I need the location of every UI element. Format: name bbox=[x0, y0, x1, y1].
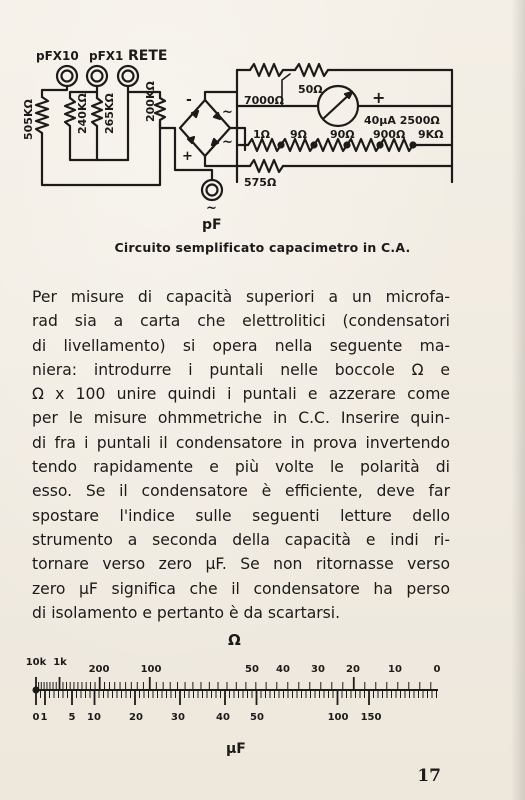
uf-scale-label: 20 bbox=[129, 712, 143, 723]
resistor-265k bbox=[92, 98, 102, 126]
ohm-scale-label: 0 bbox=[433, 664, 441, 675]
scale-end-cap bbox=[33, 687, 39, 693]
circuit-diagram bbox=[0, 0, 525, 235]
paragraph-line: spostare l'indice sulle seguenti letture dello bbox=[32, 506, 450, 525]
uf-scale-labels bbox=[33, 712, 382, 723]
label-240k: 240KΩ bbox=[76, 93, 89, 134]
bridge-plus-sign: + bbox=[182, 149, 193, 164]
ohm-scale-label: 100 bbox=[140, 664, 162, 675]
paragraph-line: zero μF significa che il condensatore ha perso bbox=[32, 579, 450, 598]
paragraph-line: rad sia a carta che elettrolitici (condensatori bbox=[32, 312, 450, 331]
ohm-scale-label: 40 bbox=[276, 664, 290, 675]
figure-caption: Circuito semplificato capacimetro in C.A. bbox=[114, 240, 411, 255]
resistor-575 bbox=[250, 160, 283, 172]
paragraph-line: di livellamento) si opera nella seguente ma- bbox=[32, 336, 450, 355]
paragraph-line: Per misure di capacità superiori a un microfa- bbox=[32, 288, 450, 306]
meter-40ua bbox=[318, 86, 358, 126]
label-9: 9Ω bbox=[290, 128, 308, 141]
label-265k: 265KΩ bbox=[103, 93, 116, 134]
label-575: 575Ω bbox=[244, 176, 277, 189]
paragraph-line: niera: introdurre i puntali nelle boccole Ω e bbox=[32, 360, 450, 379]
terminal-label-pfx10: pFX10 bbox=[36, 49, 79, 63]
terminal-pfx10 bbox=[57, 66, 77, 86]
label-90: 90Ω bbox=[330, 128, 355, 141]
uf-scale-label: 10 bbox=[87, 712, 101, 723]
paragraph-line: Ω x 100 unire quindi i puntali e azzerare come bbox=[32, 385, 450, 404]
terminal-label-pfx1: pFX1 bbox=[89, 49, 124, 63]
paragraph-line: di fra i puntali il condensatore in prova invertendo bbox=[32, 433, 450, 452]
label-9k: 9KΩ bbox=[418, 128, 444, 141]
uf-scale-label: 5 bbox=[68, 712, 76, 723]
uf-scale-label: 100 bbox=[327, 712, 349, 723]
ohm-scale-label: 10 bbox=[388, 664, 402, 675]
scale-ticks bbox=[33, 677, 438, 705]
terminal-label-rete: RETE bbox=[128, 48, 168, 64]
label-7000: 7000Ω bbox=[244, 94, 284, 107]
terminal-label-pf: pF bbox=[202, 217, 222, 233]
uf-scale-label: 1 bbox=[40, 712, 48, 723]
scale-omega-symbol: Ω bbox=[228, 631, 241, 649]
bridge-ac-symbol-top: ~ bbox=[222, 105, 233, 120]
terminal-pf bbox=[202, 180, 222, 200]
ohm-scale-label: 20 bbox=[346, 664, 360, 675]
resistor-50 bbox=[295, 64, 328, 76]
resistor-240k bbox=[65, 98, 75, 126]
meter-scale bbox=[0, 625, 525, 765]
page-number: 17 bbox=[417, 766, 441, 786]
ohm-scale-label: 10k bbox=[25, 657, 47, 668]
ohm-scale-label: 50 bbox=[245, 664, 259, 675]
meter-plus-sign: + bbox=[372, 88, 386, 107]
pf-tilde: ~ bbox=[206, 201, 217, 216]
bridge-ac-symbol-bottom: ~ bbox=[222, 135, 233, 150]
ohm-scale-labels bbox=[26, 657, 441, 675]
uf-scale-label: 0 bbox=[32, 712, 40, 723]
resistor-7000 bbox=[250, 64, 283, 76]
label-200k: 200KΩ bbox=[144, 81, 157, 122]
body-paragraph bbox=[32, 285, 450, 625]
uf-scale-label: 50 bbox=[250, 712, 264, 723]
terminal-rete bbox=[118, 66, 138, 86]
terminal-pfx1 bbox=[87, 66, 107, 86]
paragraph-line: strumento a seconda della capacità e indi ri- bbox=[32, 530, 450, 549]
uf-scale-label: 30 bbox=[171, 712, 185, 723]
label-1: 1Ω bbox=[253, 128, 271, 141]
resistor-505k bbox=[36, 97, 48, 133]
ohm-scale-label: 200 bbox=[88, 664, 110, 675]
meter-label: 40μA 2500Ω bbox=[364, 114, 440, 127]
ohm-scale-label: 1k bbox=[53, 657, 67, 668]
ohm-scale-label: 30 bbox=[311, 664, 325, 675]
uf-scale-label: 150 bbox=[360, 712, 382, 723]
label-50: 50Ω bbox=[298, 83, 323, 96]
label-900: 900Ω bbox=[373, 128, 406, 141]
paragraph-line: di isolamento e pertanto è da scartarsi. bbox=[32, 603, 341, 622]
paragraph-line: esso. Se il condensatore è efficiente, deve far bbox=[32, 482, 450, 501]
bridge-minus-sign: - bbox=[186, 92, 192, 108]
scale-unit-uf: μF bbox=[226, 741, 246, 757]
label-505k: 505KΩ bbox=[22, 99, 35, 140]
uf-scale-label: 40 bbox=[216, 712, 230, 723]
paragraph-line: tornare verso zero μF. Se non ritornasse verso bbox=[32, 555, 450, 574]
paragraph-line: per le misure ohmmetriche in C.C. Inserire quin- bbox=[32, 409, 450, 428]
paragraph-line: tendo rapidamente e più volte le polarità di bbox=[32, 458, 450, 477]
